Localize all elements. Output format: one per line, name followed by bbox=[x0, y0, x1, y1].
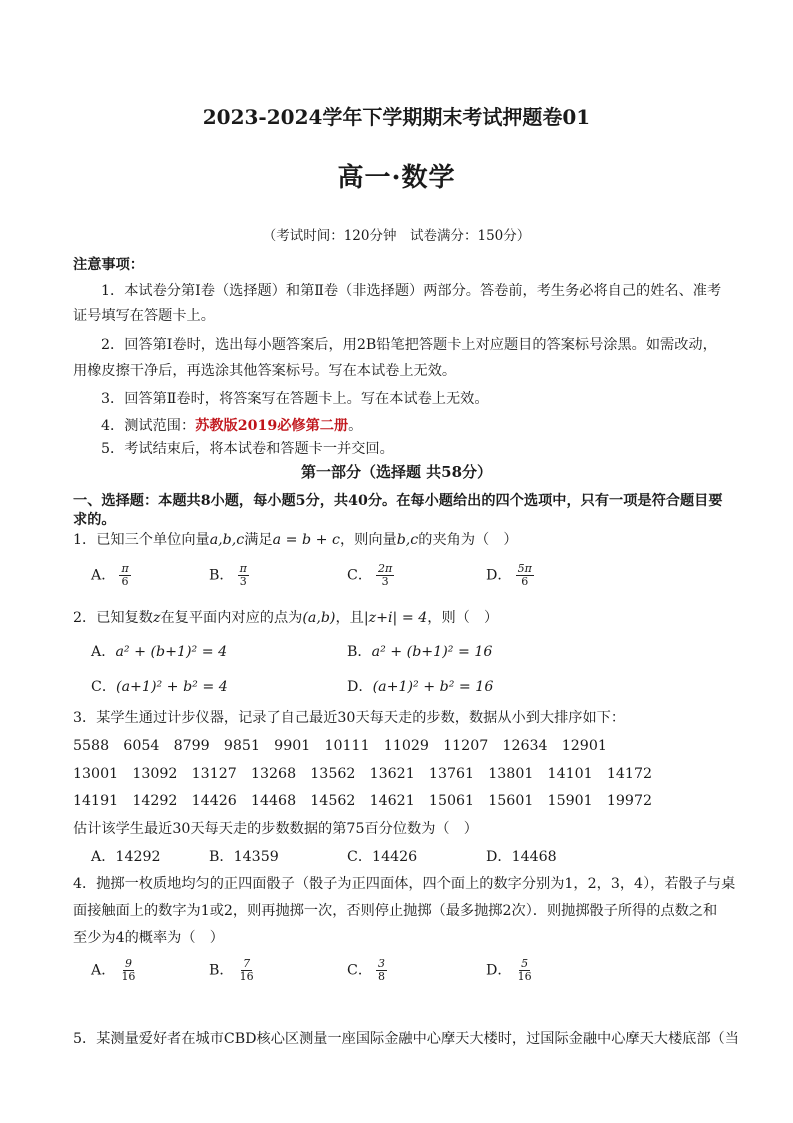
q1-option-c bbox=[347, 563, 394, 588]
q3-option-d: D．14468 bbox=[486, 849, 557, 865]
q1-option-a-label: A． bbox=[91, 567, 116, 584]
q1-equation: a = b + c bbox=[272, 532, 340, 548]
q1-a-num: π bbox=[121, 562, 129, 575]
q1-option-c-label: C． bbox=[347, 567, 373, 584]
q2-option-a bbox=[91, 641, 227, 661]
question-5-line-1: 5．某测量爱好者在城市CBD核心区测量一座国际金融中心摩天大楼时，过国际金融中心摩天大楼底部（当 bbox=[73, 1031, 739, 1047]
q4-option-c-fraction bbox=[376, 958, 387, 983]
notes-heading: 注意事项： bbox=[73, 257, 144, 273]
q4-option-a-fraction bbox=[119, 958, 137, 983]
note-4-scope: 苏教版2019必修第二册 bbox=[195, 418, 349, 434]
q3-question: 估计该学生最近30天每天走的步数数据的第75百分位数为（ ） bbox=[73, 821, 478, 837]
question-4-line-2: 面接触面上的数字为1或2，则再抛掷一次，否则停止抛掷（最多抛掷2次）．则抛掷骰子所得的点数之和 bbox=[73, 903, 718, 919]
exam-title: 2023-2024学年下学期期末考试押题卷01 bbox=[202, 105, 591, 129]
q4-option-a-label: A． bbox=[91, 962, 116, 979]
q1-option-a-fraction bbox=[119, 563, 130, 588]
q1-b-den: 3 bbox=[239, 575, 247, 588]
q1-a-den: 6 bbox=[121, 575, 129, 588]
q4-option-d bbox=[486, 958, 534, 983]
note-2-line-1: 2．回答第Ⅰ卷时，选出每小题答案后，用2B铅笔把答题卡上对应题目的答案标号涂黑。如需改动， bbox=[101, 337, 717, 353]
q3-data-row-3: 14191 14292 14426 14468 14562 14621 15061 15601 15901 19972 bbox=[73, 793, 653, 809]
q4-option-d-fraction bbox=[516, 958, 534, 983]
q1-stem-c: ，则向量 bbox=[339, 532, 397, 548]
q4-option-c bbox=[347, 958, 387, 983]
q4-c-num: 3 bbox=[378, 957, 386, 970]
q1-vectors-bc: b,c bbox=[396, 532, 419, 548]
question-4-line-3: 至少为4的概率为（ ） bbox=[73, 930, 224, 946]
q1-option-d-fraction bbox=[516, 563, 534, 588]
q1-option-d bbox=[486, 563, 534, 588]
q4-option-a bbox=[91, 958, 137, 983]
q4-option-d-label: D． bbox=[486, 962, 512, 979]
q1-option-c-fraction bbox=[376, 563, 394, 588]
exam-subject: 高一·数学 bbox=[337, 163, 456, 193]
q1-stem-b: 满足 bbox=[244, 532, 273, 548]
part-one-heading: 第一部分（选择题 共58分） bbox=[300, 463, 493, 481]
q1-c-num: 2π bbox=[378, 562, 393, 575]
question-2-stem bbox=[73, 607, 498, 627]
q1-option-d-label: D． bbox=[486, 567, 512, 584]
q2-option-d bbox=[347, 676, 493, 696]
q1-option-b bbox=[209, 563, 249, 588]
q2-option-b-expr: a² + (b+1)² = 16 bbox=[371, 644, 493, 660]
q2-point: (a,b) bbox=[302, 610, 336, 626]
q4-option-c-label: C． bbox=[347, 962, 373, 979]
question-1-stem bbox=[73, 529, 518, 549]
q4-a-den: 16 bbox=[121, 970, 136, 983]
q2-stem-a: 2．已知复数 bbox=[73, 610, 153, 626]
q1-d-num: 5π bbox=[517, 562, 532, 575]
note-4 bbox=[101, 415, 362, 435]
exam-info: （考试时间：120分钟 试卷满分：150分） bbox=[262, 228, 531, 244]
q2-option-b-label: B． bbox=[347, 644, 372, 660]
q3-data-row-1: 5588 6054 8799 9851 9901 10111 11029 11207 12634 12901 bbox=[73, 738, 607, 754]
note-1-line-1: 1．本试卷分第Ⅰ卷（选择题）和第Ⅱ卷（非选择题）两部分。答卷前，考生务必将自己的姓名、准考 bbox=[101, 283, 722, 299]
q1-b-num: π bbox=[239, 562, 247, 575]
q4-option-b bbox=[209, 958, 256, 983]
question-3-stem: 3．某学生通过计步仪器，记录了自己最近30天每天走的步数，数据从小到大排序如下： bbox=[73, 710, 626, 726]
q2-option-d-label: D． bbox=[347, 679, 373, 695]
q4-d-num: 5 bbox=[521, 957, 529, 970]
q2-option-c-expr: (a+1)² + b² = 4 bbox=[116, 679, 228, 695]
note-4-suffix: 。 bbox=[348, 418, 363, 434]
q4-b-num: 7 bbox=[243, 957, 251, 970]
note-1-line-2: 证号填写在答题卡上。 bbox=[73, 308, 215, 324]
q2-option-b bbox=[347, 641, 492, 661]
note-3: 3．回答第Ⅱ卷时，将答案写在答题卡上。写在本试卷上无效。 bbox=[101, 391, 489, 407]
q2-option-c-label: C． bbox=[91, 679, 117, 695]
note-4-prefix: 4．测试范围： bbox=[101, 418, 196, 434]
q4-c-den: 8 bbox=[378, 970, 386, 983]
q4-d-den: 16 bbox=[517, 970, 532, 983]
q3-option-c: C．14426 bbox=[347, 849, 418, 865]
q1-option-b-label: B． bbox=[209, 567, 234, 584]
q2-stem-c: ，且 bbox=[335, 610, 364, 626]
q1-vectors: a,b,c bbox=[209, 532, 245, 548]
q1-stem-d: 的夹角为（ ） bbox=[418, 532, 518, 548]
note-2-line-2: 用橡皮擦干净后，再选涂其他答案标号。写在本试卷上无效。 bbox=[73, 363, 457, 379]
q1-d-den: 6 bbox=[521, 575, 529, 588]
q4-option-b-fraction bbox=[238, 958, 256, 983]
q2-option-a-label: A． bbox=[91, 644, 116, 660]
q1-c-den: 3 bbox=[381, 575, 389, 588]
q4-option-b-label: B． bbox=[209, 962, 234, 979]
q2-option-c bbox=[91, 676, 228, 696]
q1-option-b-fraction bbox=[238, 563, 249, 588]
q2-condition: |z+i| = 4 bbox=[363, 610, 428, 626]
q3-option-b: B．14359 bbox=[209, 849, 279, 865]
q1-option-a bbox=[91, 563, 131, 588]
q3-data-row-2: 13001 13092 13127 13268 13562 13621 13761 13801 14101 14172 bbox=[73, 766, 653, 782]
q2-stem-b: 在复平面内对应的点为 bbox=[160, 610, 303, 626]
note-5: 5．考试结束后，将本试卷和答题卡一并交回。 bbox=[101, 441, 394, 457]
q2-stem-d: ，则（ ） bbox=[427, 610, 499, 626]
q4-a-num: 9 bbox=[124, 957, 132, 970]
section-one-line-2: 求的。 bbox=[73, 512, 116, 528]
q2-option-d-expr: (a+1)² + b² = 16 bbox=[372, 679, 494, 695]
q1-stem-a: 1．已知三个单位向量 bbox=[73, 532, 210, 548]
q2-option-a-expr: a² + (b+1)² = 4 bbox=[115, 644, 228, 660]
q2-z: z bbox=[152, 610, 161, 626]
question-4-line-1: 4．抛掷一枚质地均匀的正四面骰子（骰子为正四面体，四个面上的数字分别为1，2，3，4），若骰子与桌 bbox=[73, 876, 736, 892]
q4-b-den: 16 bbox=[239, 970, 254, 983]
q3-option-a: A．14292 bbox=[91, 849, 161, 865]
section-one-line-1: 一、选择题：本题共8小题，每小题5分，共40分。在每小题给出的四个选项中，只有一项是符合题目要 bbox=[73, 493, 723, 509]
